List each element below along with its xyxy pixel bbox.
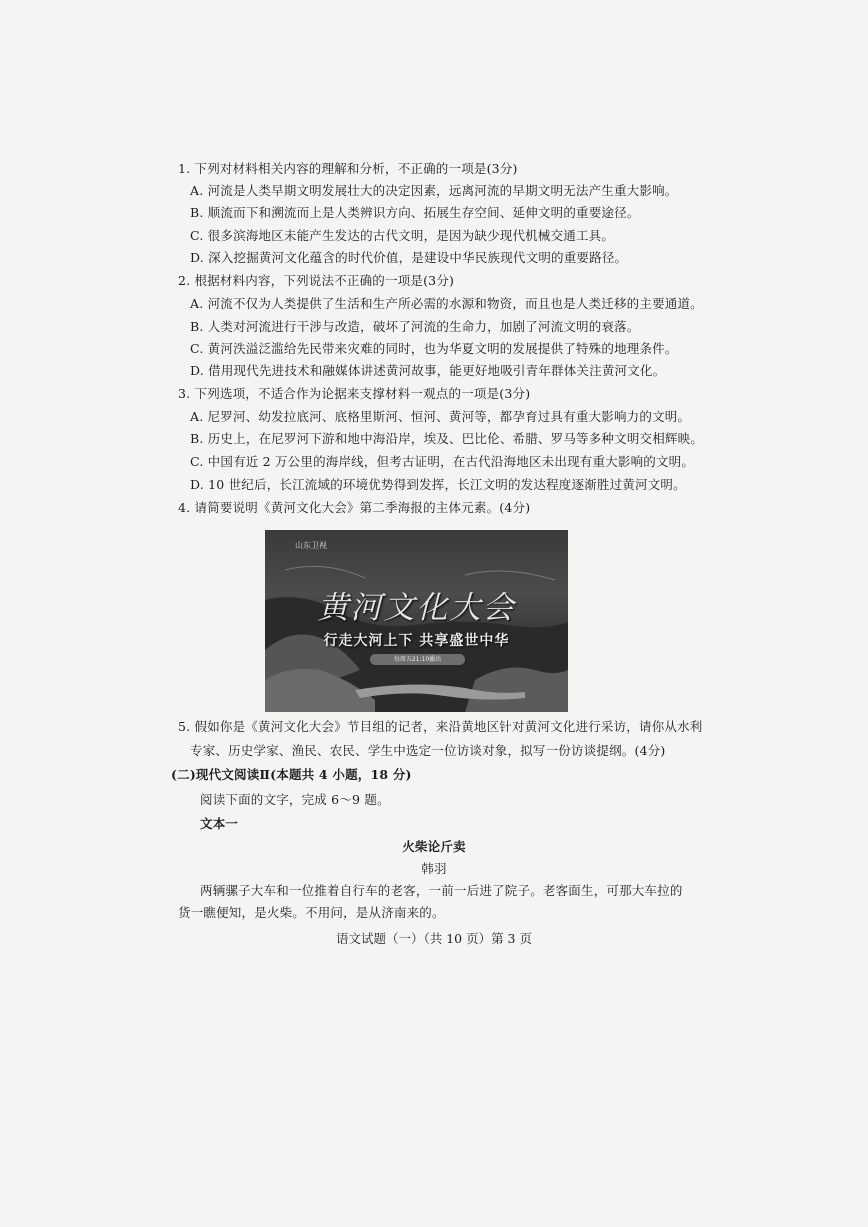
q1-option-b: B. 顺流而下和溯流而上是人类辨识方向、拓展生存空间、延伸文明的重要途径。 [190,205,640,220]
q1-option-a: A. 河流是人类早期文明发展壮大的决定因素，远离河流的早期文明无法产生重大影响。 [190,183,678,198]
q5-line2: 专家、历史学家、渔民、农民、学生中选定一位访谈对象，拟写一份访谈提纲。(4分) [190,743,666,758]
story-paragraph-line2: 货一瞧便知，是火柴。不用问，是从济南来的。 [178,905,445,920]
section-instruction: 阅读下面的文字，完成 6～9 题。 [200,792,390,807]
q2-option-d: D. 借用现代先进技术和融媒体讲述黄河故事，能更好地吸引青年群体关注黄河文化。 [190,363,666,378]
q1-option-d: D. 深入挖掘黄河文化蕴含的时代价值，是建设中华民族现代文明的重要路径。 [190,250,628,265]
q3-option-b: B. 历史上，在尼罗河下游和地中海沿岸，埃及、巴比伦、希腊、罗马等多种文明交相辉映。 [190,431,704,446]
q1-option-c: C. 很多滨海地区未能产生发达的古代文明，是因为缺少现代机械交通工具。 [190,228,615,243]
story-author: 韩羽 [421,861,447,876]
section-heading: (二)现代文阅读Ⅱ(本题共 4 小题，18 分) [171,767,412,782]
poster-broadcast-band: 每周五21:10播出 [370,654,465,665]
q5-line1: 5. 假如你是《黄河文化大会》节目组的记者，来沿黄地区针对黄河文化进行采访，请你从水利 [178,719,703,734]
story-paragraph-line1: 两辆骡子大车和一位推着自行车的老客，一前一后进了院子。老客面生，可那大车拉的 [200,883,683,898]
poster-title: 黄河文化大会 [317,590,516,626]
q3-stem: 3. 下列选项，不适合作为论据来支撑材料一观点的一项是(3分) [178,386,531,401]
story-title: 火柴论斤卖 [402,839,466,854]
poster-image [265,530,568,712]
text-label: 文本一 [200,816,239,831]
q3-option-c: C. 中国有近 2 万公里的海岸线，但考古证明，在古代沿海地区未出现有重大影响的文明。 [190,454,695,469]
poster-slogan: 行走大河上下 共享盛世中华 [323,633,510,649]
q4-stem: 4. 请简要说明《黄河文化大会》第二季海报的主体元素。(4分) [178,500,531,515]
q3-option-d: D. 10 世纪后，长江流域的环境优势得到发挥，长江文明的发达程度逐渐胜过黄河文明。 [190,477,686,492]
q2-option-a: A. 河流不仅为人类提供了生活和生产所必需的水源和物资，而且也是人类迁移的主要通道。 [190,296,703,311]
q2-stem: 2. 根据材料内容，下列说法不正确的一项是(3分) [178,273,455,288]
q2-option-c: C. 黄河泆溢泛滥给先民带来灾难的同时，也为华夏文明的发展提供了特殊的地理条件。 [190,341,678,356]
q3-option-a: A. 尼罗河、幼发拉底河、底格里斯河、恒河、黄河等，都孕育过具有重大影响力的文明。 [190,409,691,424]
poster-logo: 山东卫视 [295,541,327,550]
q1-stem: 1. 下列对材料相关内容的理解和分析，不正确的一项是(3分) [178,161,518,176]
q2-option-b: B. 人类对河流进行干涉与改造，破坏了河流的生命力，加剧了河流文明的衰落。 [190,319,640,334]
page-footer: 语文试题（一）（共 10 页）第 3 页 [335,931,532,946]
